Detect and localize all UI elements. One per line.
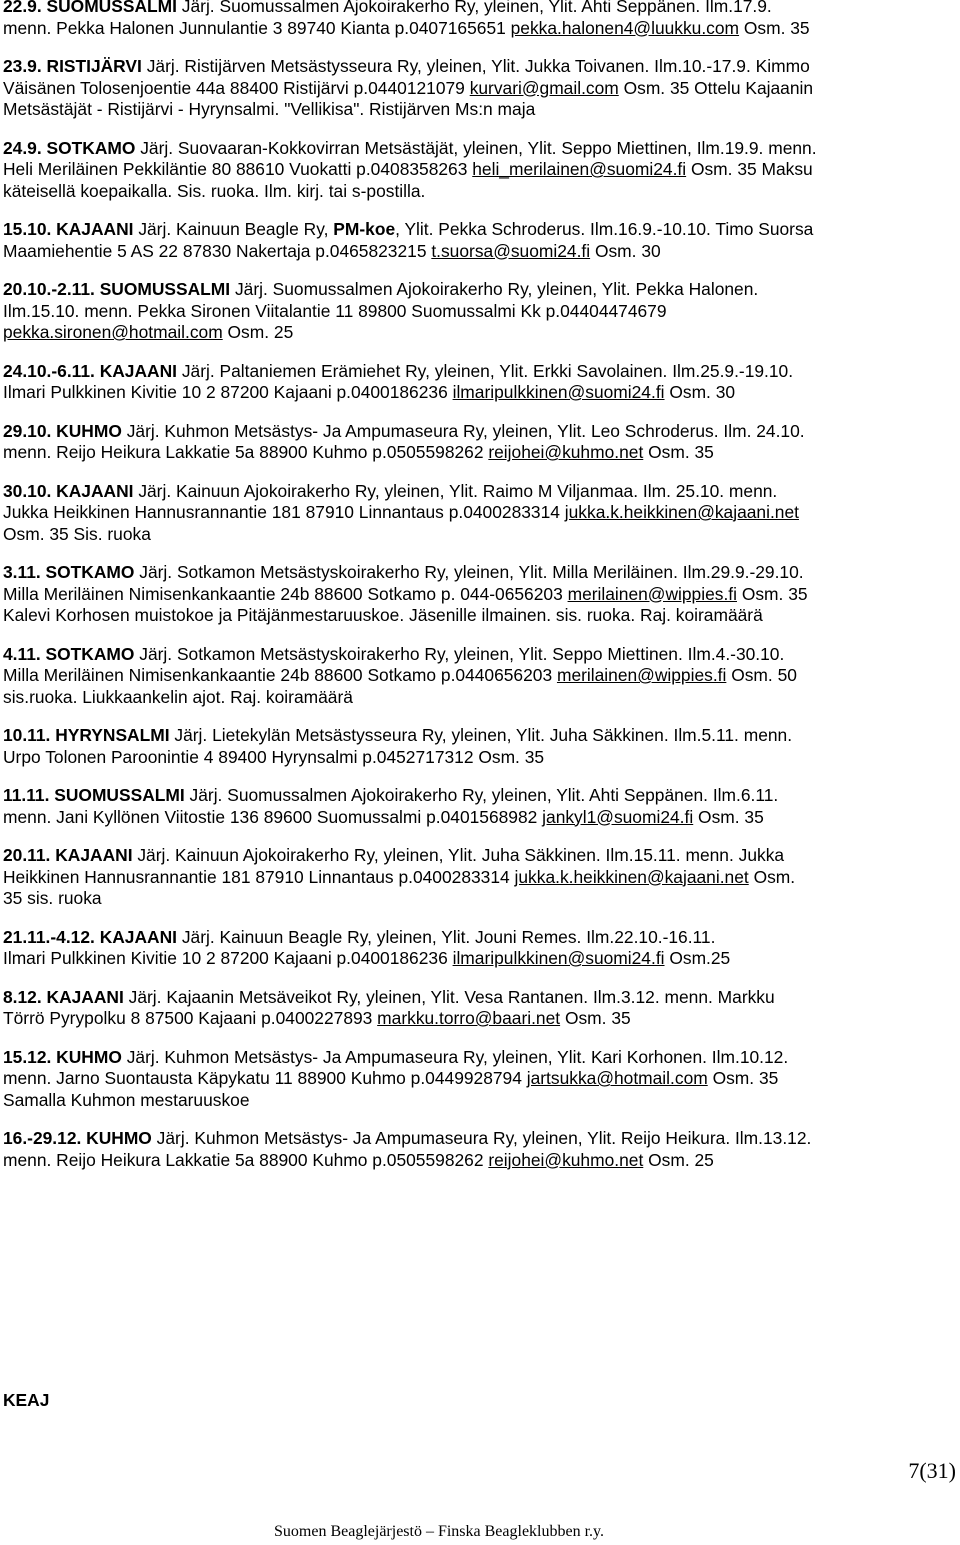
event-line xyxy=(3,584,958,606)
event-date-location: 4.11. SOTKAMO xyxy=(3,643,135,664)
event-text: Milla Meriläinen Nimisenkankaantie 24b 88600 Sotkamo p.0440656203 xyxy=(3,665,557,685)
event-text: Metsästäjät - Ristijärvi - Hyrynsalmi. "Vellikisa". Ristijärven Ms:n maja xyxy=(3,99,536,119)
event-text: Järj. Kuhmon Metsästys- Ja Ampumaseura Ry, yleinen, Ylit. Reijo Heikura. Ilm.13.12. xyxy=(151,1128,812,1148)
event-text: Osm. 35 xyxy=(693,806,764,827)
event-line xyxy=(3,524,958,546)
event-entry xyxy=(3,481,958,546)
event-line xyxy=(3,1128,958,1150)
event-text: menn. Jarno Suontausta Käpykatu 11 88900 Kuhmo p.0449928794 xyxy=(3,1068,527,1088)
event-text: Osm.25 xyxy=(664,948,731,968)
event-date-location: 24.10.-6.11. KAJAANI xyxy=(3,360,177,381)
event-entry xyxy=(3,725,958,768)
event-text: Järj. Kainuun Beagle Ry, xyxy=(133,219,334,239)
event-entry xyxy=(3,219,958,262)
email-link[interactable]: reijohei@kuhmo.net xyxy=(488,1149,644,1170)
event-line xyxy=(3,241,958,263)
event-line xyxy=(3,56,958,78)
event-line xyxy=(3,301,958,323)
event-line xyxy=(3,845,958,867)
event-date-location: 3.11. SOTKAMO xyxy=(3,562,135,582)
event-entry xyxy=(3,421,958,464)
event-text: Heikkinen Hannusrannantie 181 87910 Linnantaus p.0400283314 xyxy=(3,866,515,887)
event-entry xyxy=(3,562,958,627)
event-text: 35 sis. ruoka xyxy=(3,888,102,908)
event-line xyxy=(3,322,958,344)
event-date-location: 8.12. KAJAANI xyxy=(3,986,124,1007)
event-line xyxy=(3,927,958,949)
event-text: Osm. 25 xyxy=(222,322,294,342)
event-text: Järj. Kainuun Ajokoirakerho Ry, yleinen, Ylit. Juha Säkkinen. Ilm.15.11. menn. Jukka xyxy=(132,845,785,865)
event-line xyxy=(3,888,958,910)
event-date-location: 23.9. RISTIJÄRVI xyxy=(3,56,142,76)
event-text: Osm. 35 xyxy=(739,17,810,38)
event-line xyxy=(3,807,958,829)
event-entry xyxy=(3,361,958,404)
event-text: Osm. 35 xyxy=(643,442,714,462)
event-line xyxy=(3,481,958,503)
event-date-location: 20.10.-2.11. SUOMUSSALMI xyxy=(3,279,231,299)
event-text: Järj. Suomussalmen Ajokoirakerho Ry, yleinen, Ylit. Ahti Seppänen. Ilm.17.9. xyxy=(176,0,772,16)
event-line xyxy=(3,1150,958,1172)
email-link[interactable]: t.suorsa@suomi24.fi xyxy=(431,240,591,261)
email-link[interactable]: ilmaripulkkinen@suomi24.fi xyxy=(452,948,665,968)
event-text: Törrö Pyrypolku 8 87500 Kajaani p.0400227893 xyxy=(3,1008,378,1028)
event-text: käteisellä koepaikalla. Sis. ruoka. Ilm. kirj. tai s-postilla. xyxy=(3,180,426,201)
event-line xyxy=(3,99,958,121)
event-entry xyxy=(3,1128,958,1171)
event-text: menn. Reijo Heikura Lakkatie 5a 88900 Kuhmo p.0505598262 xyxy=(3,442,489,462)
event-entry xyxy=(3,644,958,709)
email-link[interactable]: jartsukka@hotmail.com xyxy=(526,1068,708,1088)
event-text: Osm. 35 xyxy=(707,1068,779,1088)
event-line xyxy=(3,687,958,709)
event-line xyxy=(3,181,958,203)
event-text: Osm. 25 xyxy=(643,1149,714,1170)
event-text: sis.ruoka. Liukkaankelin ajot. Raj. koiramäärä xyxy=(3,686,353,707)
event-line xyxy=(3,382,958,404)
event-line xyxy=(3,785,958,807)
event-text: Samalla Kuhmon mestaruuskoe xyxy=(3,1089,250,1110)
event-text: Osm. 35 Sis. ruoka xyxy=(3,523,151,544)
event-entry xyxy=(3,279,958,344)
event-text: menn. Reijo Heikura Lakkatie 5a 88900 Kuhmo p.0505598262 xyxy=(3,1149,489,1170)
event-line xyxy=(3,159,958,181)
event-entry xyxy=(3,138,958,203)
event-text: Ilm.15.10. menn. Pekka Sironen Viitalantie 11 89800 Suomussalmi Kk p.04404474679 xyxy=(3,300,667,321)
email-link[interactable]: pekka.sironen@hotmail.com xyxy=(3,322,223,342)
email-link[interactable]: jankyl1@suomi24.fi xyxy=(542,806,694,827)
event-text: Osm. 35 xyxy=(560,1008,631,1028)
event-text: Milla Meriläinen Nimisenkankaantie 24b 88600 Sotkamo p. 044-0656203 xyxy=(3,583,568,604)
event-text: Järj. Sotkamon Metsästyskoirakerho Ry, yleinen, Ylit. Seppo Miettinen. Ilm.4.-30.10. xyxy=(134,643,785,664)
event-text: Järj. Kuhmon Metsästys- Ja Ampumaseura Ry, yleinen, Ylit. Kari Korhonen. Ilm.10.12. xyxy=(121,1046,789,1067)
event-line xyxy=(3,219,958,241)
event-text: Ilmari Pulkkinen Kivitie 10 2 87200 Kajaani p.0400186236 xyxy=(3,382,453,402)
event-entry xyxy=(3,0,958,39)
page-number: 7(31) xyxy=(908,1458,956,1483)
event-line xyxy=(3,948,958,970)
event-line xyxy=(3,18,958,40)
event-text: Järj. Suomussalmen Ajokoirakerho Ry, yleinen, Ylit. Ahti Seppänen. Ilm.6.11. xyxy=(184,785,779,805)
event-list xyxy=(3,0,958,1188)
event-text: Järj. Kajaanin Metsäveikot Ry, yleinen, Ylit. Vesa Rantanen. Ilm.3.12. menn. Markku xyxy=(123,986,775,1007)
email-link[interactable]: reijohei@kuhmo.net xyxy=(488,442,644,462)
email-link[interactable]: kurvari@gmail.com xyxy=(469,77,619,98)
event-text: Maamiehentie 5 AS 22 87830 Nakertaja p.0465823215 xyxy=(3,240,432,261)
event-text: Järj. Sotkamon Metsästyskoirakerho Ry, yleinen, Ylit. Milla Meriläinen. Ilm.29.9.-29.10. xyxy=(134,562,804,582)
event-text: menn. Pekka Halonen Junnulantie 3 89740 Kianta p.0407165651 xyxy=(3,17,511,38)
event-entry xyxy=(3,1047,958,1112)
event-text: Osm. 30 xyxy=(664,382,736,402)
event-line xyxy=(3,1008,958,1030)
event-text: Järj. Paltaniemen Erämiehet Ry, yleinen, Ylit. Erkki Savolainen. Ilm.25.9.-19.10. xyxy=(177,360,794,381)
email-link[interactable]: heli_merilainen@suomi24.fi xyxy=(472,159,687,179)
event-line xyxy=(3,502,958,524)
email-link[interactable]: merilainen@wippies.fi xyxy=(567,583,737,604)
event-line xyxy=(3,725,958,747)
event-text: menn. Jani Kyllönen Viitostie 136 89600 Suomussalmi p.0401568982 xyxy=(3,806,543,827)
email-link[interactable]: pekka.halonen4@luukku.com xyxy=(510,17,740,38)
event-date-location: PM-koe xyxy=(333,219,396,239)
event-text: Jukka Heikkinen Hannusrannantie 181 87910 Linnantaus p.0400283314 xyxy=(3,502,565,522)
event-date-location: 21.11.-4.12. KAJAANI xyxy=(3,926,177,947)
event-line xyxy=(3,987,958,1009)
event-entry xyxy=(3,56,958,121)
event-line xyxy=(3,644,958,666)
event-line xyxy=(3,421,958,443)
event-line xyxy=(3,361,958,383)
event-text: Osm. xyxy=(748,866,796,887)
event-line xyxy=(3,665,958,687)
event-date-location: 11.11. SUOMUSSALMI xyxy=(3,785,185,805)
event-line xyxy=(3,1047,958,1069)
event-date-location: 24.9. SOTKAMO xyxy=(3,137,136,158)
event-line xyxy=(3,442,958,464)
event-text: Osm. 50 xyxy=(726,665,797,685)
event-line xyxy=(3,562,958,584)
event-text: Järj. Kuhmon Metsästys- Ja Ampumaseura Ry, yleinen, Ylit. Leo Schroderus. Ilm. 24.10. xyxy=(121,420,805,441)
event-text: Järj. Suomussalmen Ajokoirakerho Ry, yleinen, Ylit. Pekka Halonen. xyxy=(230,279,759,299)
event-line xyxy=(3,1068,958,1090)
event-text: Järj. Ristijärven Metsästysseura Ry, yleinen, Ylit. Jukka Toivanen. Ilm.10.-17.9. Kimmo xyxy=(141,56,810,76)
event-date-location: 30.10. KAJAANI xyxy=(3,480,134,501)
event-date-location: 20.11. KAJAANI xyxy=(3,845,133,865)
event-text: Järj. Kainuun Beagle Ry, yleinen, Ylit. Jouni Remes. Ilm.22.10.-16.11. xyxy=(177,926,716,947)
event-text: , Ylit. Pekka Schroderus. Ilm.16.9.-10.10. Timo Suorsa xyxy=(395,219,814,239)
event-date-location: 15.10. KAJAANI xyxy=(3,219,134,239)
event-text: Urpo Tolonen Paroonintie 4 89400 Hyrynsalmi p.0452717312 Osm. 35 xyxy=(3,746,545,767)
page-footer: Suomen Beaglejärjestö – Finska Beagleklubben r.y. xyxy=(274,1523,605,1540)
email-link[interactable]: jukka.k.heikkinen@kajaani.net xyxy=(564,502,799,522)
event-text: Kalevi Korhosen muistokoe ja Pitäjänmestaruuskoe. Jäsenille ilmainen. sis. ruoka. Raj. koiramäärä xyxy=(3,605,763,625)
email-link[interactable]: ilmaripulkkinen@suomi24.fi xyxy=(452,382,665,402)
section-heading: KEAJ xyxy=(3,1390,50,1410)
event-line xyxy=(3,867,958,889)
event-date-location: 22.9. SUOMUSSALMI xyxy=(3,0,177,16)
event-entry xyxy=(3,845,958,910)
event-entry xyxy=(3,785,958,828)
event-text: Osm. 35 Maksu xyxy=(686,159,813,179)
event-text: Ilmari Pulkkinen Kivitie 10 2 87200 Kajaani p.0400186236 xyxy=(3,948,453,968)
email-link[interactable]: merilainen@wippies.fi xyxy=(556,665,727,685)
event-date-location: 29.10. KUHMO xyxy=(3,420,122,441)
email-link[interactable]: markku.torro@baari.net xyxy=(377,1008,561,1028)
event-text: Väisänen Tolosenjoentie 44a 88400 Ristijärvi p.0440121079 xyxy=(3,77,470,98)
event-entry xyxy=(3,987,958,1030)
event-line xyxy=(3,605,958,627)
event-line xyxy=(3,138,958,160)
event-line xyxy=(3,0,958,18)
event-entry xyxy=(3,927,958,970)
event-line xyxy=(3,279,958,301)
event-text: Heli Meriläinen Pekkiläntie 80 88610 Vuokatti p.0408358263 xyxy=(3,159,473,179)
event-text: Osm. 35 xyxy=(736,583,808,604)
event-date-location: 15.12. KUHMO xyxy=(3,1046,122,1067)
event-line xyxy=(3,747,958,769)
event-date-location: 16.-29.12. KUHMO xyxy=(3,1128,152,1148)
event-line xyxy=(3,78,958,100)
event-text: Järj. Suovaaran-Kokkovirran Metsästäjät, yleinen, Ylit. Seppo Miettinen, Ilm.19.9. menn. xyxy=(135,137,817,158)
event-text: Osm. 30 xyxy=(590,240,661,261)
event-line xyxy=(3,1090,958,1112)
event-text: Järj. Kainuun Ajokoirakerho Ry, yleinen, Ylit. Raimo M Viljanmaa. Ilm. 25.10. menn. xyxy=(133,480,778,501)
event-date-location: 10.11. HYRYNSALMI xyxy=(3,725,170,745)
email-link[interactable]: jukka.k.heikkinen@kajaani.net xyxy=(514,866,749,887)
event-text: Osm. 35 Ottelu Kajaanin xyxy=(618,77,814,98)
event-text: Järj. Lietekylän Metsästysseura Ry, yleinen, Ylit. Juha Säkkinen. Ilm.5.11. menn. xyxy=(169,725,793,745)
